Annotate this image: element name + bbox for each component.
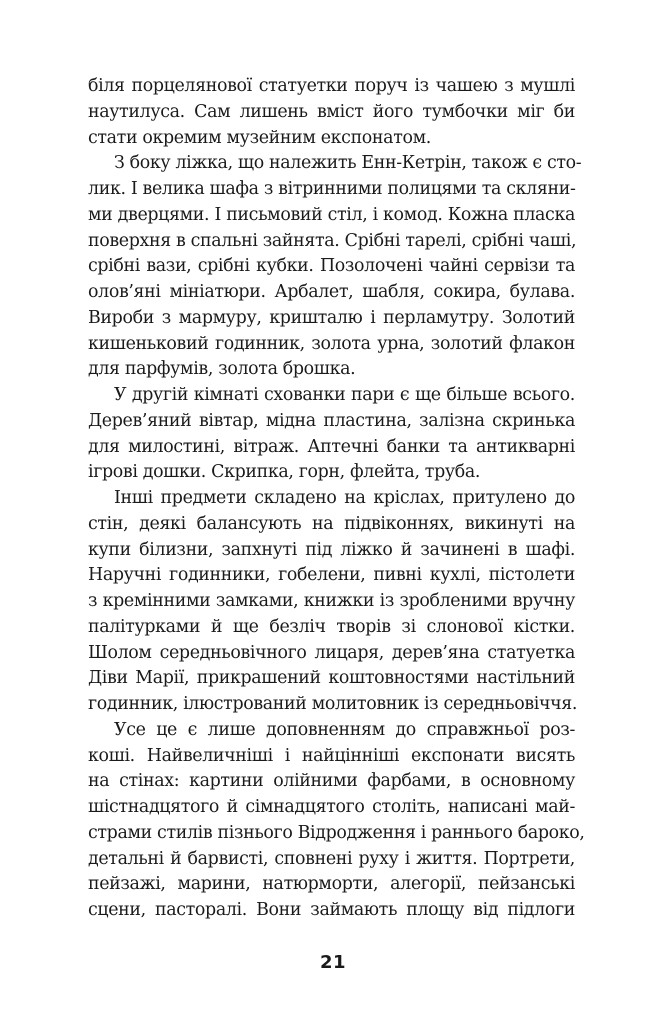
text-line: для парфумів, золота брошка. (88, 359, 356, 380)
text-line: олов’яні мініатюри. Арбалет, шабля, сокира, булава. (88, 282, 575, 302)
text-line: купи білизни, запхнуті під ліжко й зачинені в шафі. (88, 539, 575, 560)
text-line: пейзажі, марини, натюрморти, алегорії, пейзанські (88, 874, 575, 895)
text-line: поверхня в спальні зайнята. Срібні тарелі, срібні чаші, (88, 230, 577, 251)
text-line: срібні вази, срібні кубки. Позолочені чайні сервізи та (88, 256, 575, 277)
text-line: Шолом середньовічного лицаря, дерев’яна статуетка (88, 642, 575, 663)
text-line: страми стилів пізнього Відродження і раннього бароко, (88, 822, 585, 843)
text-line: стін, деякі балансують на підвіконнях, викинуті на (88, 513, 575, 534)
text-line: сцени, пасторалі. Вони займають площу від підлоги (88, 900, 575, 920)
text-line: палітурками й ще безліч творів зі слонової кістки. (88, 616, 575, 637)
text-line: наутилуса. Сам лишень вміст його тумбочки міг би (88, 101, 575, 122)
text-line: Наручні годинники, гобелени, пивні кухлі, пістолети (88, 565, 575, 586)
text-line: ми дверцями. І письмовий стіл, і комод. Кожна пласка (88, 204, 575, 225)
text-line: годинник, ілюстрований молитовник із середньовіччя. (88, 694, 578, 714)
text-line: ігрові дошки. Скрипка, горн, флейта, труба. (88, 462, 481, 483)
text-line: Дерев’яний вівтар, мідна пластина, залізна скринька (88, 410, 575, 431)
text-line: шістнадцятого й сімнадцятого століть, написані май- (88, 797, 575, 817)
text-line: з кремінними замками, книжки із зробленими вручну (88, 591, 575, 611)
text-line: У другій кімнаті схованки пари є ще більше всього. (114, 385, 575, 405)
text-line: З боку ліжка, що належить Енн-Кетрін, також є сто- (114, 153, 582, 174)
text-line: детальні й барвисті, сповнені руху і життя. Портрети, (88, 848, 575, 869)
page-number: 21 (319, 952, 347, 973)
text-line: лик. І велика шафа з вітринними полицями та скляни- (88, 179, 576, 199)
page-text (88, 74, 585, 924)
text-line: кишеньковий годинник, золота урна, золотий флакон (88, 333, 575, 354)
text-line: стати окремим музейним експонатом. (88, 127, 431, 148)
text-line: Вироби з мармуру, кришталю і перламутру. Золотий (88, 307, 575, 328)
text-line: Діви Марії, прикрашений коштовностями настільний (88, 668, 575, 689)
text-line: Інші предмети складено на кріслах, притулено до (114, 488, 575, 508)
text-line: біля порцелянової статуетки поруч із чашею з мушлі (88, 76, 575, 96)
text-line: Усе це є лише доповненням до справжньої роз- (114, 719, 575, 740)
text-line: для милостині, вітраж. Аптечні банки та антикварні (88, 436, 575, 457)
text-line: на стінах: картини олійними фарбами, в основному (88, 771, 575, 792)
text-line: коші. Найвеличніші і найцінніші експонати висять (88, 745, 575, 766)
